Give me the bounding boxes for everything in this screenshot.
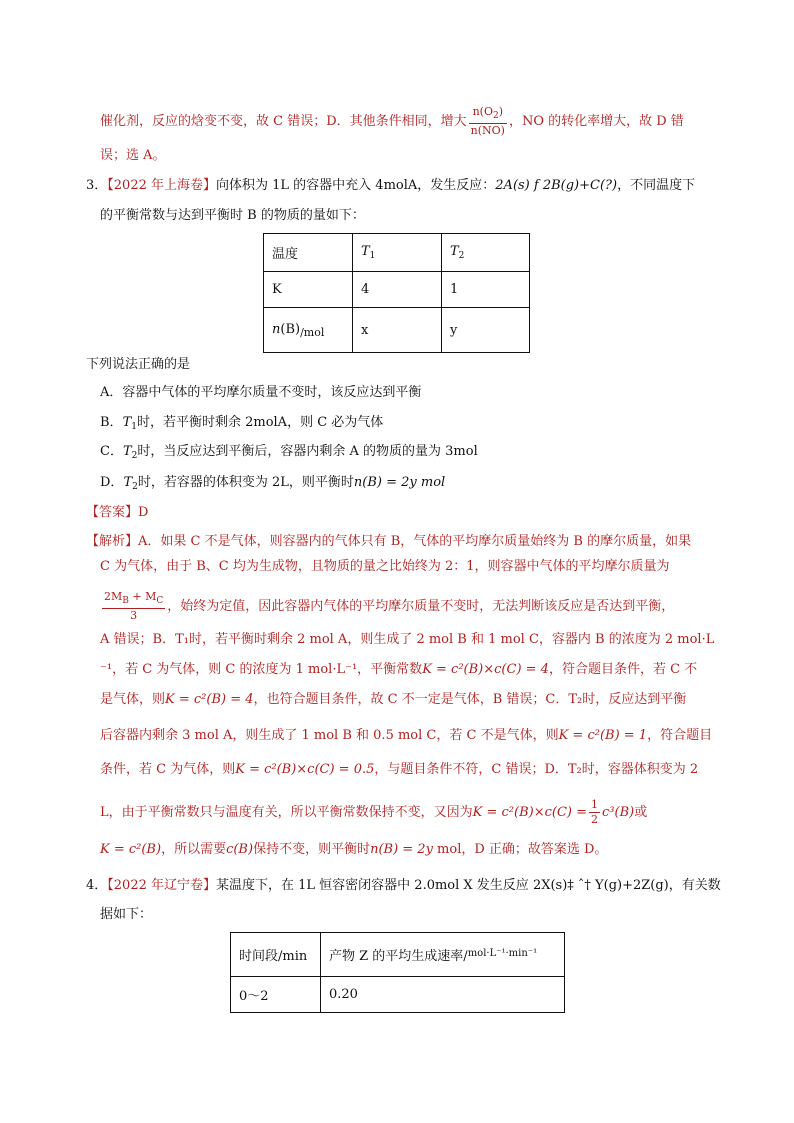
q3-reaction: 2A(s) f 2B(g)+C(?)	[495, 178, 618, 193]
q3-source: 【2022 年上海卷】	[107, 178, 216, 193]
q3-explanation-3: $\frac{2M_B + M_C}{3}$ ，始终为定值，因此容器内气体的平均摩尔质量不变时，无法判断该反应是否达到平衡，	[104, 590, 675, 622]
q3-table-h0: 温度	[264, 234, 353, 272]
q4-stem-line-1: 4．【2022 年辽宁卷】某温度下，在 1L 恒容密闭容器中 2.0mol X 发生反应 2X(s)‡ ˆ† Y(g)+2Z(g)，有关数	[86, 878, 721, 893]
q3-explanation-1: 【解析】A．如果 C 不是气体，则容器内的气体只有 B，气体的平均摩尔质量始终为 B 的摩尔质量，如果	[86, 534, 692, 549]
q3-explanation-9: L，由于平衡常数只与温度有关，所以平衡常数保持不变，又因为K = c²(B)×c(C) = $\frac{1}{2}$ c³(B)或	[100, 798, 648, 826]
q3-explanation-4: A 错误；B．T₁时，若平衡时剩余 2 mol A，则生成了 2 mol B 和 1 mol C，容器内 B 的浓度为 2 mol·L	[100, 632, 715, 647]
q3-table-r2c1: x	[353, 308, 442, 353]
q4-table-r1c0: 0～2	[231, 977, 321, 1013]
q3-table	[263, 233, 530, 353]
q3-table-h1: $T_1$	[353, 234, 442, 272]
continuation-line-2: 误；选 A。	[100, 148, 166, 163]
fraction-molar-mass: $\frac{2M_B + M_C}{3}$	[104, 590, 164, 622]
q3-table-r1c0: K	[264, 272, 353, 308]
q3-explanation-8: 条件，若 C 为气体，则K = c²(B)×c(C) = 0.5，与题目条件不符，C 错误；D．T₂时，容器体积变为 2	[100, 762, 699, 777]
q4-source: 【2022 年辽宁卷】	[107, 878, 216, 893]
q3-explanation-6: 是气体，则K = c²(B) = 4，也符合题目条件，故 C 不一定是气体，B 错误；C．T₂时，反应达到平衡	[100, 692, 687, 707]
q3-choice-d: D．$T_2$时，若容器的体积变为 2L，则平衡时n(B) = 2y mol	[100, 475, 446, 492]
q3-choice-b: B．$T_1$时，若平衡时剩余 2molA，则 C 必为气体	[100, 415, 384, 432]
q3-table-r1c2: 1	[442, 272, 530, 308]
q4-table-h1: 产物 Z 的平均生成速率/$^{mol\cdot L^{-1}\cdot min^{-1}}$	[321, 933, 565, 977]
q4-table-h0: 时间段/min	[231, 933, 321, 977]
q3-explanation-2: C 为气体，由于 B、C 均为生成物，且物质的量之比始终为 2：1，则容器中气体的平均摩尔质量为	[100, 559, 670, 574]
q3-choice-c: C．$T_2$时，当反应达到平衡后，容器内剩余 A 的物质的量为 3mol	[100, 444, 478, 461]
q4-table	[230, 932, 565, 1013]
q3-table-r1c1: 4	[353, 272, 442, 308]
continuation-line-1: 催化剂，反应的焓变不变，故 C 错误；D．其他条件相同，增大 $\frac{n(O_2)}{n(NO)}$ ，NO 的转化率增大，故 D 错	[100, 105, 684, 137]
q3-ask: 下列说法正确的是	[86, 357, 191, 372]
q4-table-r1c1: 0.20	[321, 977, 565, 1013]
q3-answer: 【答案】D	[86, 505, 149, 520]
fraction-o2-no: $\frac{n(O_2)}{n(NO)}$	[470, 105, 505, 137]
q4-stem-line-2: 据如下：	[100, 907, 153, 922]
fraction-one-half: $\frac{1}{2}$	[591, 798, 598, 826]
q3-stem-line-1: 3．【2022 年上海卷】向体积为 1L 的容器中充入 4molA，发生反应：2A(s) f 2B(g)+C(?)，不同温度下	[86, 178, 696, 193]
q3-table-r2c2: y	[442, 308, 530, 353]
q3-table-r2c0: $n(B)_{/mol}$	[264, 308, 353, 353]
q3-explanation-5: ⁻¹，若 C 为气体，则 C 的浓度为 1 mol·L⁻¹，平衡常数K = c²(B)×c(C) = 4，符合题目条件，若 C 不	[100, 662, 698, 677]
q3-table-h2: $T_2$	[442, 234, 530, 272]
q3-choice-a: A．容器中气体的平均摩尔质量不变时，该反应达到平衡	[100, 385, 422, 400]
q3-explanation-10: K = c²(B)，所以需要c(B)保持不变，则平衡时n(B) = 2y mol，D 正确；故答案选 D。	[100, 842, 608, 857]
q3-explanation-7: 后容器内剩余 3 mol A，则生成了 1 mol B 和 0.5 mol C，若 C 不是气体，则K = c²(B) = 1，符合题目	[100, 728, 713, 743]
q3-stem-line-2: 的平衡常数与达到平衡时 B 的物质的量如下：	[100, 208, 365, 223]
